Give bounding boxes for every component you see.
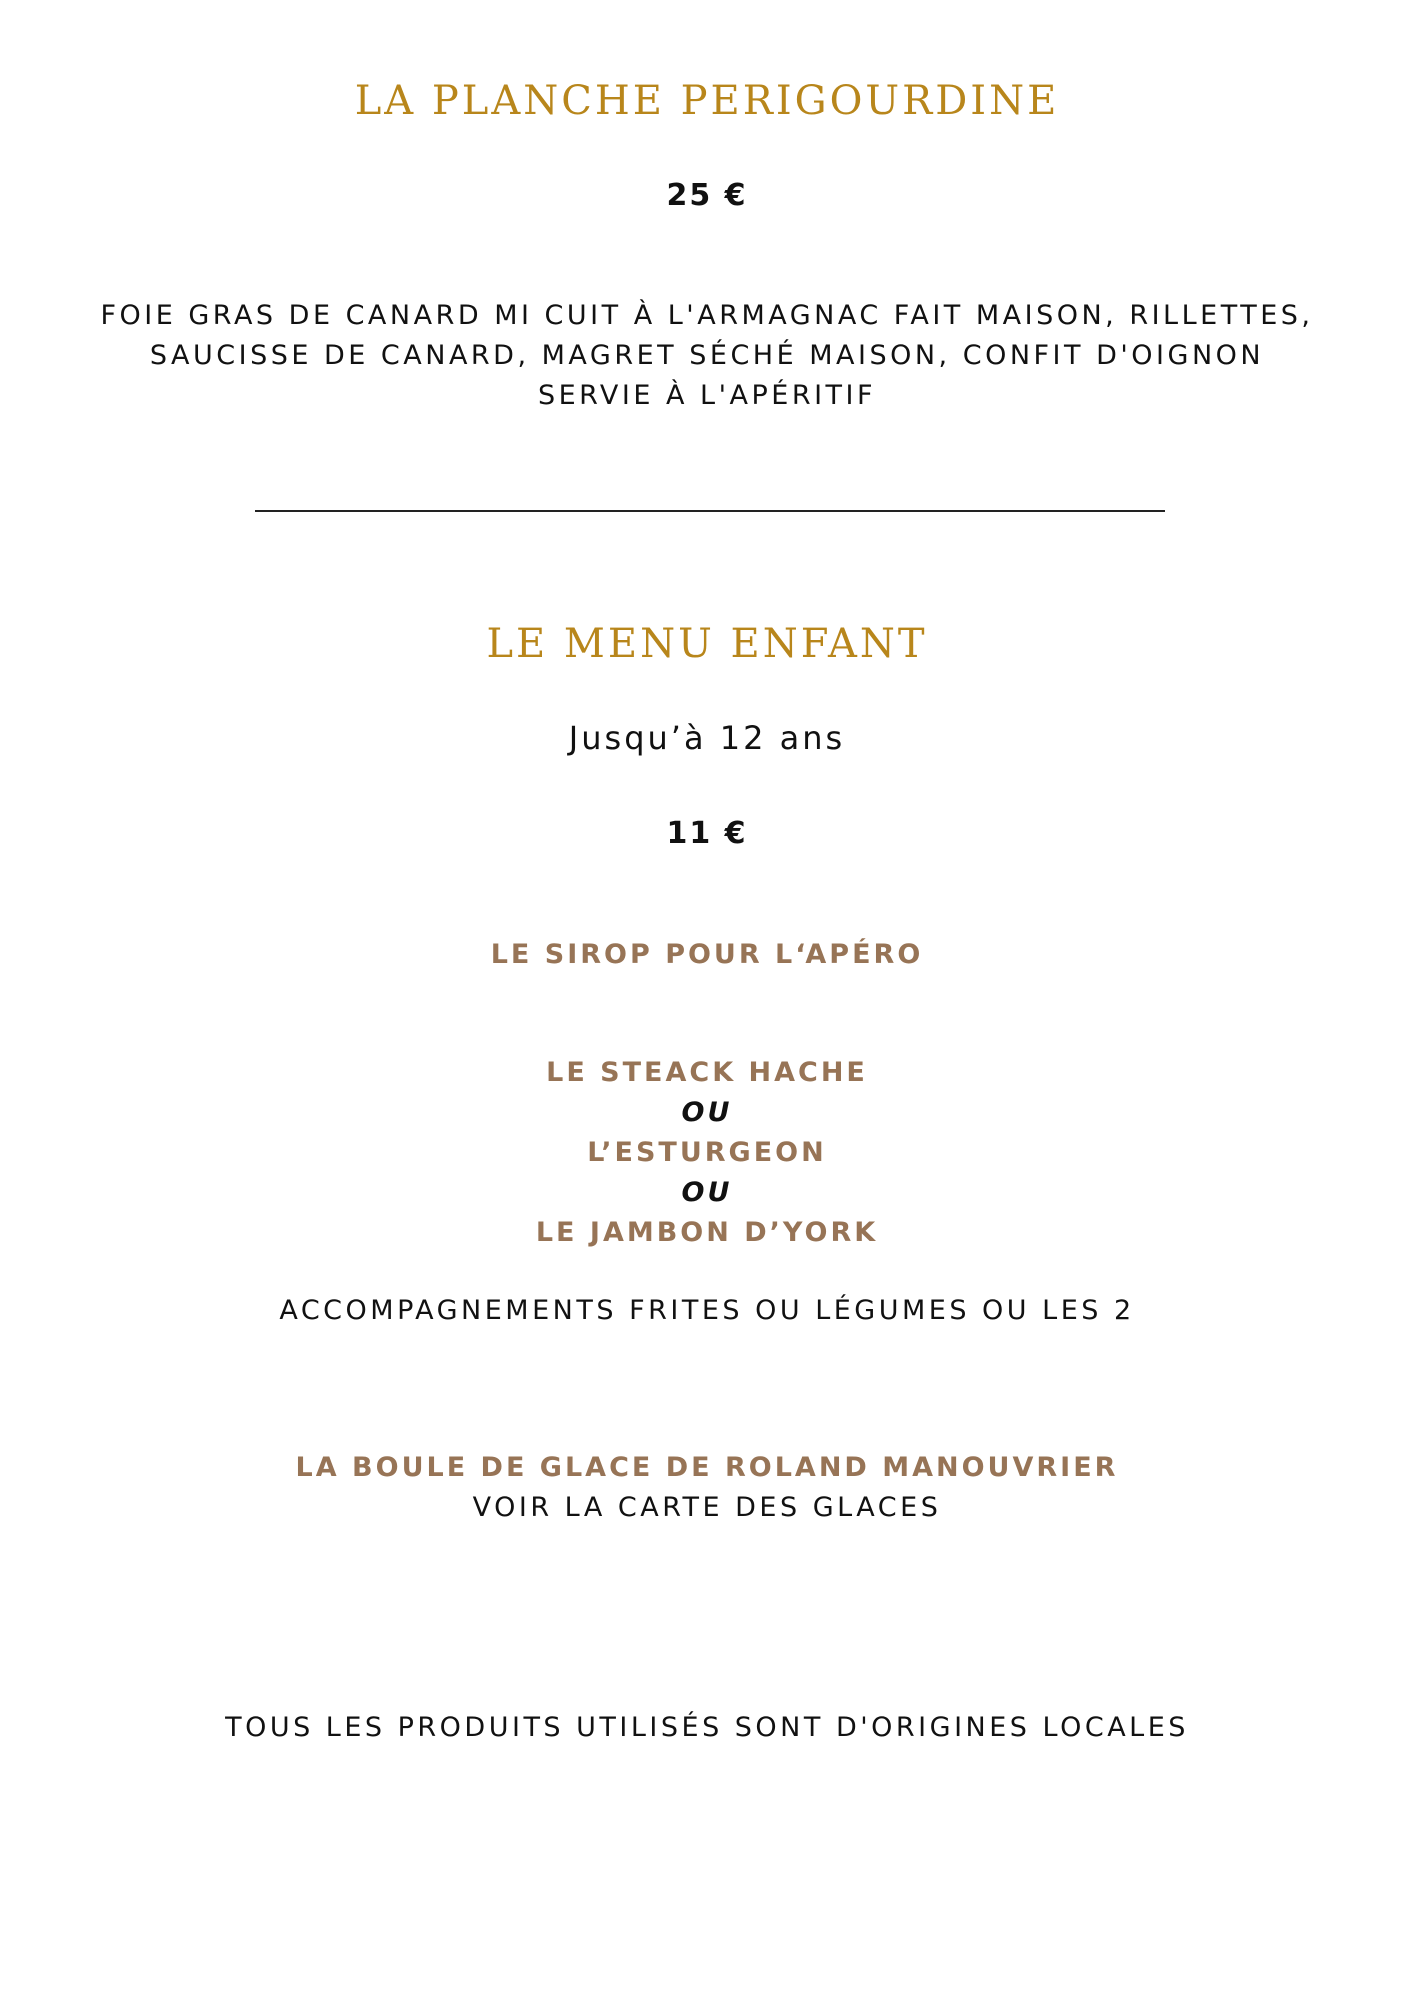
menu-enfant-mains xyxy=(0,1053,1414,1253)
planche-description-line: SAUCISSE DE CANARD, MAGRET SÉCHÉ MAISON, CONFIT D'OIGNON xyxy=(149,340,1265,371)
menu-enfant-age: Jusqu’à 12 ans xyxy=(568,719,846,757)
section-divider xyxy=(255,510,1165,512)
main-dish-item: LE STEACK HACHE xyxy=(546,1057,868,1088)
footer-note: TOUS LES PRODUITS UTILISÉS SONT D'ORIGINES LOCALES xyxy=(225,1712,1189,1743)
planche-description xyxy=(0,296,1414,416)
main-dish-item: L’ESTURGEON xyxy=(587,1137,827,1168)
planche-title: LA PLANCHE PERIGOURDINE xyxy=(354,78,1060,124)
or-separator: OU xyxy=(681,1177,733,1208)
menu-enfant-aperitif: LE SIROP POUR L‘APÉRO xyxy=(490,939,924,970)
menu-enfant-sides: ACCOMPAGNEMENTS FRITES OU LÉGUMES OU LES 2 xyxy=(279,1295,1135,1326)
menu-enfant-title: LE MENU ENFANT xyxy=(486,621,928,667)
main-dish-item: LE JAMBON D’YORK xyxy=(535,1217,879,1248)
planche-description-line: SERVIE À L'APÉRITIF xyxy=(537,380,877,411)
or-separator: OU xyxy=(681,1097,733,1128)
menu-enfant-dessert: LA BOULE DE GLACE DE ROLAND MANOUVRIER xyxy=(295,1452,1119,1483)
planche-price: 25 € xyxy=(666,178,748,213)
menu-enfant-dessert-note: VOIR LA CARTE DES GLACES xyxy=(472,1492,942,1523)
menu-enfant-price: 11 € xyxy=(666,816,748,851)
planche-description-line: FOIE GRAS DE CANARD MI CUIT À L'ARMAGNAC FAIT MAISON, RILLETTES, xyxy=(100,300,1314,331)
